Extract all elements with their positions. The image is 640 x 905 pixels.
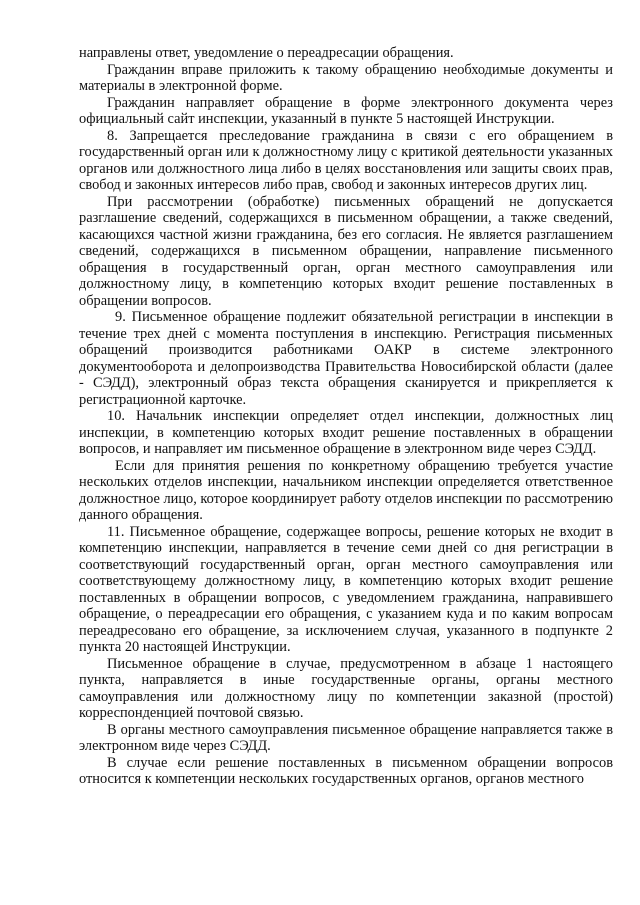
paragraph-postal-redirect: Письменное обращение в случае, предусмотренном в абзаце 1 настоящего пункта, направляется в иные государственные органы, органы местного самоуправления или должностному лицу по компетенции заказной (простой) корреспонденцией почтовой связью. xyxy=(79,655,613,721)
document-body xyxy=(79,45,613,788)
paragraph-item-11: 11. Письменное обращение, содержащее вопросы, решение которых не входит в компетенцию инспекции, направляется в течение семи дней со дня регистрации в соответствующий государственный орган, орган местного самоуправления или соответствующему должностному лицу, в компетенцию которых входит решение поставленных в обращении вопросов, с уведомлением гражданина, направившего обращение, о переадресации его обращения, с указанием куда и по каким вопросам переадресовано его обращение, за исключением случая, указанного в подпункте 2 пункта 20 настоящей Инструкции. xyxy=(79,523,613,655)
paragraph-confidentiality: При рассмотрении (обработке) письменных обращений не допускается разглашение сведений, содержащихся в письменном обращении, а также сведений, касающихся частной жизни гражданина, без его согласия. Не является разглашением сведений, содержащихся в письменном обращении, направление письменного обращения в государственный орган, орган местного самоуправления или должностному лицу, в компетенцию которых входит решение поставленных в обращении вопросов. xyxy=(79,193,613,309)
paragraph-continuation: направлены ответ, уведомление о переадресации обращения. xyxy=(79,45,454,61)
paragraph-attach-documents: Гражданин вправе приложить к такому обращению необходимые документы и материалы в электронной форме. xyxy=(79,61,613,94)
paragraph-official-site: Гражданин направляет обращение в форме электронного документа через официальный сайт инспекции, указанный в пункте 5 настоящей Инструкции. xyxy=(79,94,613,127)
paragraph-multiple-agencies: В случае если решение поставленных в письменном обращении вопросов относится к компетенции нескольких государственных органов, органов местного xyxy=(79,754,613,787)
paragraph-multiple-departments: Если для принятия решения по конкретному обращению требуется участие нескольких отделов инспекции, начальником инспекции определяется ответственное должностное лицо, которое координирует работу отделов инспекции по рассмотрению данного обращения. xyxy=(79,457,614,523)
paragraph-item-9: 9. Письменное обращение подлежит обязательной регистрации в инспекции в течение трех дней с момента поступления в инспекцию. Регистрация письменных обращений производится работниками ОАКР в системе электронного документооборота и делопроизводства Правительства Новосибирской области (далее - СЭДД), электронный образ текста обращения сканируется и прикрепляется к регистрационной карточке. xyxy=(79,309,613,408)
paragraph-item-10: 10. Начальник инспекции определяет отдел инспекции, должностных лиц инспекции, в компетенцию которых входит решение поставленных в обращении вопросов, и направляет им письменное обращение в электронном виде через СЭДД. xyxy=(79,408,613,457)
paragraph-local-government: В органы местного самоуправления письменное обращение направляется также в электронном виде через СЭДД. xyxy=(79,721,613,754)
paragraph-item-8: 8. Запрещается преследование гражданина в связи с его обращением в государственный орган или к должностному лицу с критикой деятельности указанных органов или должностного лица либо в целях восстановления или защиты своих прав, свобод и законных интересов либо прав, свобод и законных интересов других лиц. xyxy=(79,127,613,193)
